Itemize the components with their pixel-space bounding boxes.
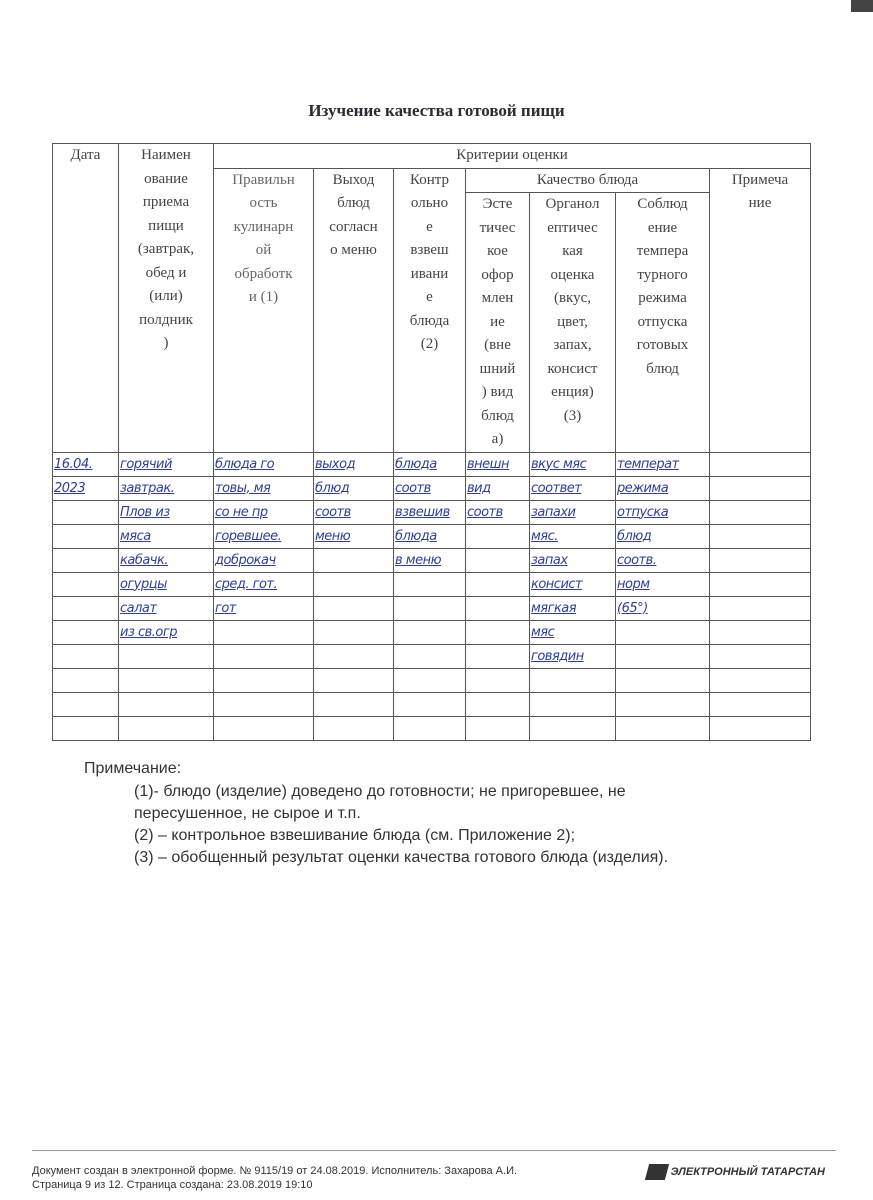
header-aesthetic: Эсте тичес кое офор млен ие (вне шний ) вид блюд а) xyxy=(466,193,530,453)
header-output: Выход блюд согласн о меню xyxy=(314,168,394,452)
table-cell xyxy=(466,572,530,596)
table-cell xyxy=(314,572,394,596)
table-cell xyxy=(394,716,466,740)
table-cell xyxy=(53,500,119,524)
table-cell xyxy=(214,500,314,524)
table-cell xyxy=(53,548,119,572)
table-cell xyxy=(119,692,214,716)
handwritten-entry: салат xyxy=(120,600,157,616)
notes-label: Примечание: xyxy=(84,760,182,777)
logo xyxy=(647,1164,825,1180)
table-cell xyxy=(466,476,530,500)
handwritten-entry: говядин xyxy=(531,648,584,664)
table-cell xyxy=(214,572,314,596)
table-cell xyxy=(314,668,394,692)
handwritten-entry: со не пр xyxy=(215,504,268,520)
table-cell xyxy=(394,644,466,668)
table-row xyxy=(53,596,811,620)
table-cell xyxy=(466,500,530,524)
table-cell xyxy=(53,524,119,548)
logo-text: ЭЛЕКТРОННЫЙ ТАТАРСТАН xyxy=(670,1166,825,1178)
table-cell xyxy=(394,524,466,548)
handwritten-entry: выход xyxy=(315,456,356,472)
handwritten-entry: соотв xyxy=(395,480,431,496)
handwritten-entry: мяса xyxy=(120,528,151,544)
page-title: Изучение качества готовой пищи xyxy=(308,101,565,120)
table-cell xyxy=(530,596,616,620)
header-organoleptic: Органол ептичес кая оценка (вкус, цвет, запах, консист енция) (3) xyxy=(530,193,616,453)
handwritten-entry: соотв xyxy=(315,504,351,520)
header-date: Дата xyxy=(53,144,119,453)
table-row xyxy=(53,524,811,548)
table-cell xyxy=(530,476,616,500)
table-cell xyxy=(710,596,811,620)
table-cell xyxy=(53,668,119,692)
table-cell xyxy=(616,620,710,644)
table-cell xyxy=(616,476,710,500)
table-cell xyxy=(119,716,214,740)
handwritten-entry: доброкач xyxy=(215,552,276,568)
table-cell xyxy=(616,524,710,548)
table-cell xyxy=(710,716,811,740)
table-cell xyxy=(710,668,811,692)
table-cell xyxy=(616,500,710,524)
handwritten-entry: горячий xyxy=(120,456,172,472)
handwritten-entry: блюд xyxy=(315,480,350,496)
handwritten-entry: норм xyxy=(617,576,650,592)
table-row xyxy=(53,716,811,740)
footer-line-1: Документ создан в электронной форме. № 9115/19 от 24.08.2019. Исполнитель: Захарова А.И. xyxy=(32,1165,518,1177)
table-cell xyxy=(53,644,119,668)
table-cell xyxy=(214,668,314,692)
table-cell xyxy=(119,620,214,644)
table-row xyxy=(53,572,811,596)
table-row xyxy=(53,692,811,716)
handwritten-entry: отпуска xyxy=(617,504,669,520)
footer-divider xyxy=(32,1150,836,1151)
table-row xyxy=(53,644,811,668)
table-cell xyxy=(710,548,811,572)
table-cell xyxy=(530,620,616,644)
table-cell xyxy=(616,716,710,740)
table-cell xyxy=(314,692,394,716)
table-cell xyxy=(53,476,119,500)
table-cell xyxy=(214,620,314,644)
handwritten-entry: в меню xyxy=(395,552,442,568)
handwritten-entry: меню xyxy=(315,528,351,544)
table-cell xyxy=(394,596,466,620)
handwritten-entry: вкус мяс xyxy=(531,456,587,472)
table-cell xyxy=(53,572,119,596)
handwritten-entry: огурцы xyxy=(120,576,167,592)
table-cell xyxy=(214,596,314,620)
handwritten-entry: соотв xyxy=(467,504,503,520)
handwritten-entry: консист xyxy=(531,576,583,592)
table-cell xyxy=(530,692,616,716)
header-temperature: Соблюд ение темпера турного режима отпуска готовых блюд xyxy=(616,193,710,453)
table-cell xyxy=(616,548,710,572)
footer-line-2: Страница 9 из 12. Страница создана: 23.08.2019 19:10 xyxy=(32,1179,313,1191)
table-cell xyxy=(214,452,314,476)
table-cell xyxy=(466,596,530,620)
table-cell xyxy=(710,572,811,596)
table-cell xyxy=(394,572,466,596)
table-cell xyxy=(119,668,214,692)
table-cell xyxy=(214,548,314,572)
table-cell xyxy=(616,596,710,620)
table-cell xyxy=(119,572,214,596)
table-cell xyxy=(394,692,466,716)
note-1-cont: пересушенное, не сырое и т.п. xyxy=(134,805,361,822)
table-cell xyxy=(394,668,466,692)
table-cell xyxy=(314,500,394,524)
handwritten-entry: сред. гот. xyxy=(215,576,278,592)
table-cell xyxy=(119,452,214,476)
handwritten-entry: режима xyxy=(617,480,669,496)
handwritten-entry: вид xyxy=(467,480,491,496)
table-cell xyxy=(466,716,530,740)
table-cell xyxy=(530,644,616,668)
scan-edge xyxy=(851,0,873,12)
table-cell xyxy=(530,524,616,548)
table-cell xyxy=(466,548,530,572)
handwritten-entry: мяс xyxy=(531,624,555,640)
handwritten-entry: запах xyxy=(531,552,568,568)
table-cell xyxy=(119,548,214,572)
table-row xyxy=(53,476,811,500)
table-cell xyxy=(710,644,811,668)
handwritten-entry: Плов из xyxy=(120,504,170,520)
table-cell xyxy=(616,668,710,692)
note-2: (2) – контрольное взвешивание блюда (см. Приложение 2); xyxy=(134,827,576,844)
table-cell xyxy=(314,548,394,572)
table-cell xyxy=(119,596,214,620)
notes-block xyxy=(84,760,668,869)
table-cell xyxy=(314,596,394,620)
handwritten-entry: завтрак. xyxy=(120,480,175,496)
table-cell xyxy=(530,452,616,476)
table-cell xyxy=(616,452,710,476)
table-cell xyxy=(394,548,466,572)
handwritten-entry: кабачк. xyxy=(120,552,168,568)
header-criteria: Критерии оценки xyxy=(214,144,811,169)
table-cell xyxy=(710,524,811,548)
handwritten-entry: внешн xyxy=(467,456,510,472)
table-cell xyxy=(314,476,394,500)
header-weighing: Контр ольно е взвеш ивани е блюда (2) xyxy=(394,168,466,452)
table-cell xyxy=(119,644,214,668)
table-cell xyxy=(710,500,811,524)
handwritten-entry: блюда xyxy=(395,528,437,544)
table-cell xyxy=(214,716,314,740)
handwritten-entry: 2023 xyxy=(54,480,86,496)
handwritten-entry: мягкая xyxy=(531,600,577,616)
table-cell xyxy=(394,620,466,644)
table-cell xyxy=(466,644,530,668)
table-row xyxy=(53,620,811,644)
table-cell xyxy=(616,644,710,668)
table-cell xyxy=(119,524,214,548)
handwritten-entry: блюда xyxy=(395,456,437,472)
table-row xyxy=(53,500,811,524)
table-cell xyxy=(710,620,811,644)
handwritten-entry: соотв. xyxy=(617,552,657,568)
table-cell xyxy=(53,716,119,740)
handwritten-entry: блюда го xyxy=(215,456,275,472)
table-row xyxy=(53,548,811,572)
table-cell xyxy=(53,452,119,476)
logo-icon xyxy=(645,1164,669,1180)
handwritten-entry: взвешив xyxy=(395,504,450,520)
table-cell xyxy=(214,476,314,500)
table-cell xyxy=(530,668,616,692)
table-cell xyxy=(53,596,119,620)
header-quality: Качество блюда xyxy=(466,168,710,193)
table-cell xyxy=(53,620,119,644)
table-cell xyxy=(394,500,466,524)
table-cell xyxy=(394,452,466,476)
handwritten-entry: 16.04. xyxy=(54,456,93,472)
header-meal: Наимен ование приема пищи (завтрак, обед и (или) полдник ) xyxy=(119,144,214,453)
table-cell xyxy=(530,716,616,740)
header-notes: Примеча ние xyxy=(710,168,811,452)
note-1: (1)- блюдо (изделие) доведено до готовности; не пригоревшее, не xyxy=(134,783,626,800)
table-cell xyxy=(710,692,811,716)
table-cell xyxy=(314,716,394,740)
table-cell xyxy=(119,476,214,500)
table-cell xyxy=(616,692,710,716)
table-cell xyxy=(466,524,530,548)
table-cell xyxy=(466,668,530,692)
handwritten-entry: гот xyxy=(215,600,236,616)
footer xyxy=(32,1164,517,1192)
table-cell xyxy=(466,692,530,716)
table-cell xyxy=(710,476,811,500)
handwritten-entry: горевшее. xyxy=(215,528,282,544)
header-cooking: Правильн ость кулинарн ой обработк и (1) xyxy=(214,168,314,452)
table-cell xyxy=(214,524,314,548)
table-cell xyxy=(53,692,119,716)
handwritten-entry: соответ xyxy=(531,480,582,496)
table-row xyxy=(53,668,811,692)
table-row xyxy=(53,452,811,476)
table-cell xyxy=(214,692,314,716)
table-cell xyxy=(616,572,710,596)
table-cell xyxy=(530,500,616,524)
table-cell xyxy=(466,620,530,644)
table-cell xyxy=(314,644,394,668)
handwritten-entry: мяс. xyxy=(531,528,558,544)
handwritten-entry: блюд xyxy=(617,528,652,544)
handwritten-entry: из св.огр xyxy=(120,624,177,640)
handwritten-entry: температ xyxy=(617,456,679,472)
table-cell xyxy=(394,476,466,500)
table-cell xyxy=(314,620,394,644)
table-cell xyxy=(314,452,394,476)
table-cell xyxy=(119,500,214,524)
table-cell xyxy=(710,452,811,476)
handwritten-entry: запахи xyxy=(531,504,576,520)
handwritten-entry: товы, мя xyxy=(215,480,271,496)
table-cell xyxy=(530,572,616,596)
table-cell xyxy=(314,524,394,548)
note-3: (3) – обобщенный результат оценки качества готового блюда (изделия). xyxy=(134,849,669,866)
table-cell xyxy=(530,548,616,572)
handwritten-entry: (65°) xyxy=(617,600,648,616)
quality-table xyxy=(52,143,811,741)
table-cell xyxy=(214,644,314,668)
table-cell xyxy=(466,452,530,476)
